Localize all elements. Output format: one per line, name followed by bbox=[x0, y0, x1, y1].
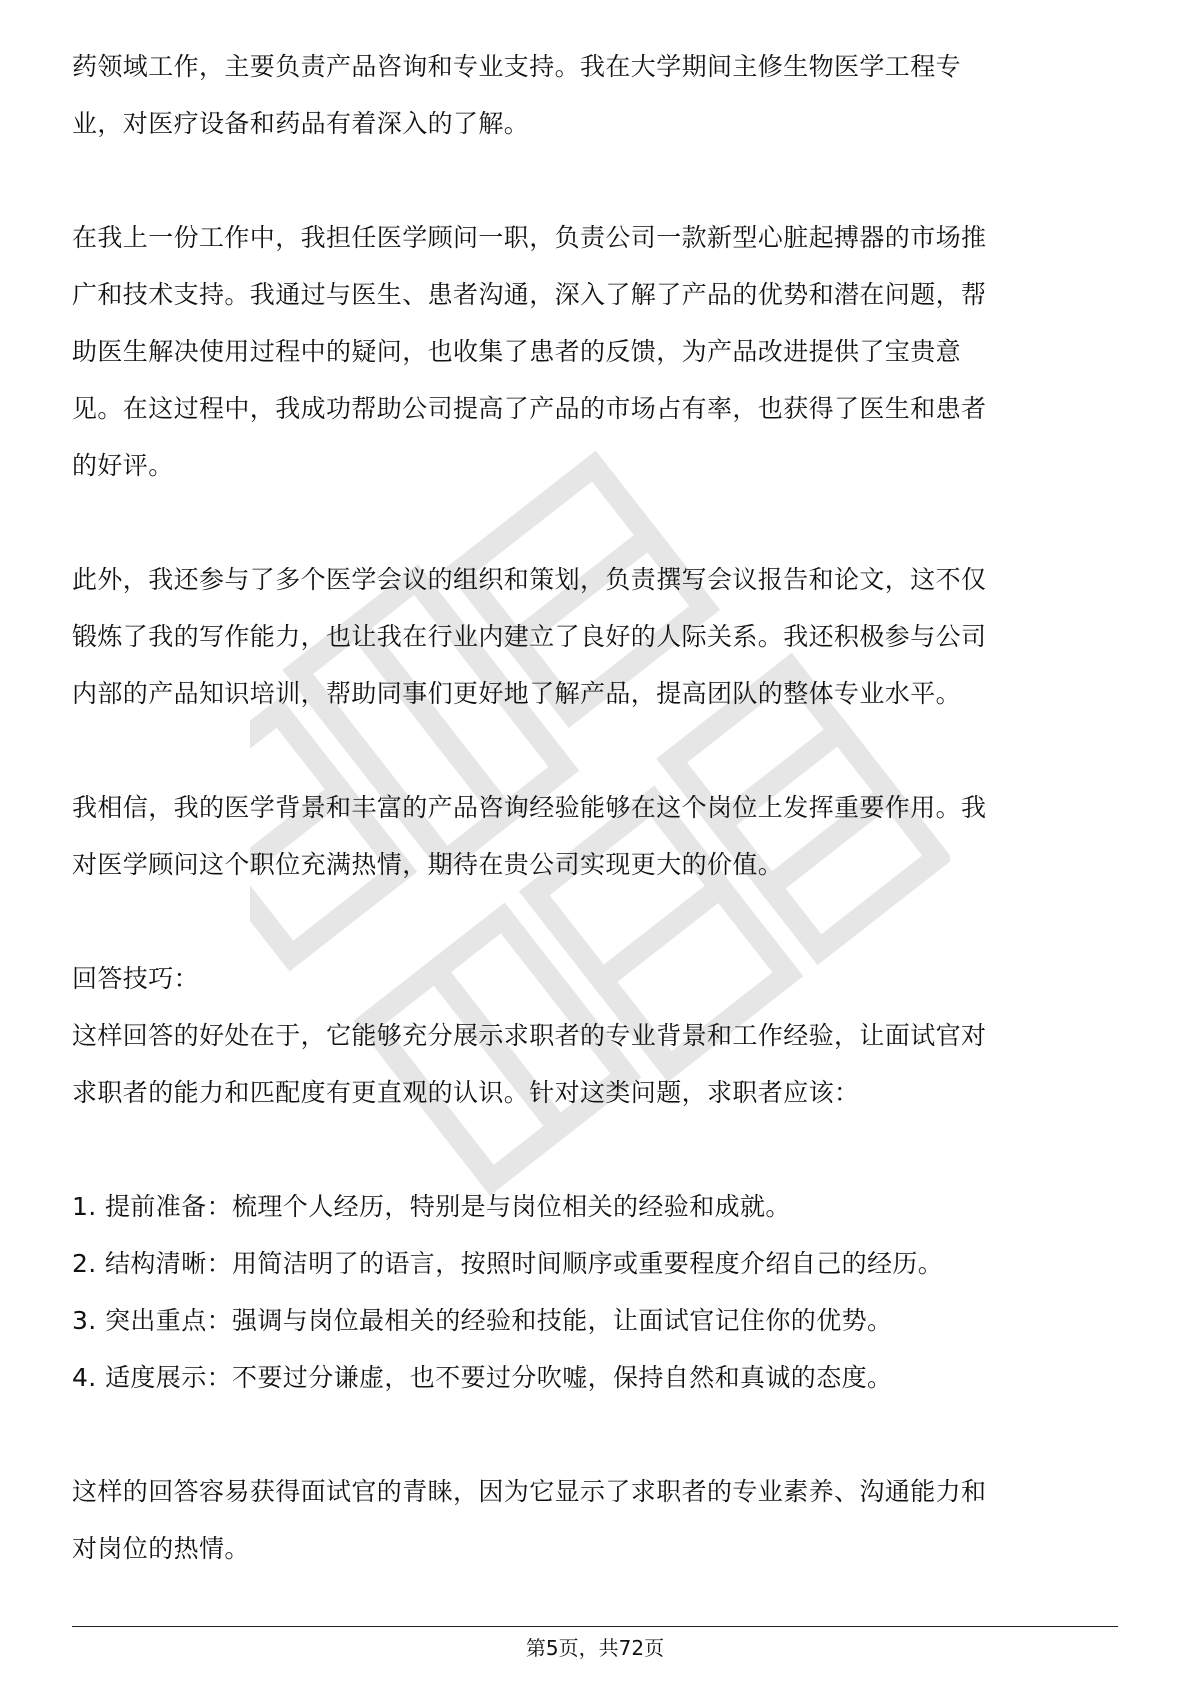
list-item: 4. 适度展示：不要过分谦虚，也不要过分吹嘘，保持自然和真诚的态度。 bbox=[72, 1363, 893, 1392]
footer-divider bbox=[72, 1626, 1118, 1627]
text-line: 助医生解决使用过程中的疑问，也收集了患者的反馈，为产品改进提供了宝贵意 bbox=[72, 337, 962, 366]
list-item: 3. 突出重点：强调与岗位最相关的经验和技能，让面试官记住你的优势。 bbox=[72, 1306, 893, 1335]
paragraph bbox=[72, 551, 1118, 722]
text-line: 对岗位的热情。 bbox=[72, 1534, 250, 1563]
text-line: 在我上一份工作中，我担任医学顾问一职，负责公司一款新型心脏起搏器的市场推 bbox=[72, 223, 987, 252]
text-line: 我相信，我的医学背景和丰富的产品咨询经验能够在这个岗位上发挥重要作用。我 bbox=[72, 793, 987, 822]
text-line: 见。在这过程中，我成功帮助公司提高了产品的市场占有率，也获得了医生和患者 bbox=[72, 394, 987, 423]
text-line: 这样回答的好处在于，它能够充分展示求职者的专业背景和工作经验，让面试官对 bbox=[72, 1021, 987, 1050]
list-item: 2. 结构清晰：用简洁明了的语言，按照时间顺序或重要程度介绍自己的经历。 bbox=[72, 1249, 944, 1278]
tips-list bbox=[72, 1178, 1118, 1406]
paragraph bbox=[72, 779, 1118, 893]
text-line: 对医学顾问这个职位充满热情，期待在贵公司实现更大的价值。 bbox=[72, 850, 784, 879]
tips-heading: 回答技巧： bbox=[72, 964, 200, 993]
text-line: 广和技术支持。我通过与医生、患者沟通，深入了解了产品的优势和潜在问题，帮 bbox=[72, 280, 987, 309]
paragraph bbox=[72, 38, 1118, 152]
paragraph bbox=[72, 1463, 1118, 1577]
list-item: 1. 提前准备：梳理个人经历，特别是与岗位相关的经验和成就。 bbox=[72, 1192, 791, 1221]
paragraph bbox=[72, 209, 1118, 494]
text-line: 这样的回答容易获得面试官的青睐，因为它显示了求职者的专业素养、沟通能力和 bbox=[72, 1477, 987, 1506]
tips-section bbox=[72, 950, 1118, 1121]
page-number: 第5页，共72页 bbox=[525, 1636, 665, 1660]
text-line: 锻炼了我的写作能力，也让我在行业内建立了良好的人际关系。我还积极参与公司 bbox=[72, 622, 987, 651]
text-line: 的好评。 bbox=[72, 451, 174, 480]
document-body bbox=[72, 38, 1118, 1577]
text-line: 此外，我还参与了多个医学会议的组织和策划，负责撰写会议报告和论文，这不仅 bbox=[72, 565, 987, 594]
text-line: 药领域工作，主要负责产品咨询和专业支持。我在大学期间主修生物医学工程专 bbox=[72, 52, 962, 81]
text-line: 业，对医疗设备和药品有着深入的了解。 bbox=[72, 109, 530, 138]
text-line: 内部的产品知识培训，帮助同事们更好地了解产品，提高团队的整体专业水平。 bbox=[72, 679, 962, 708]
text-line: 求职者的能力和匹配度有更直观的认识。针对这类问题，求职者应该： bbox=[72, 1078, 860, 1107]
